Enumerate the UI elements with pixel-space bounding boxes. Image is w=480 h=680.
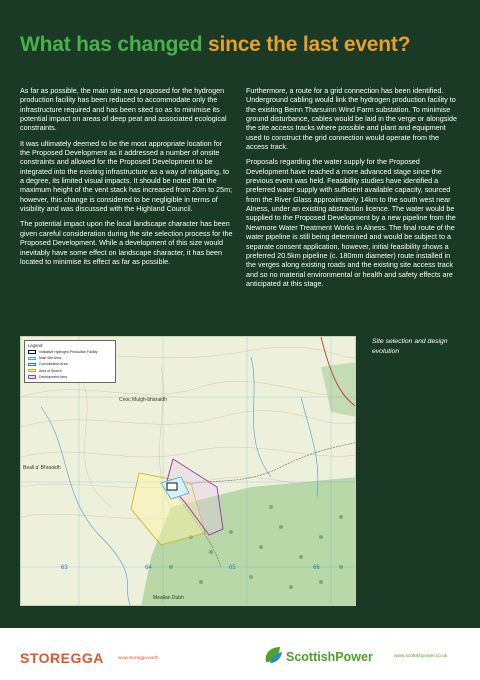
svg-text:66: 66: [313, 565, 320, 571]
legend-row: [28, 374, 112, 380]
footer: [0, 628, 480, 680]
page-title: [20, 33, 410, 57]
svg-text:63: 63: [61, 565, 68, 571]
legend-title: Legend:: [28, 343, 44, 348]
map-place-label: Meallan Dubh: [153, 595, 184, 601]
legend-swatch: [28, 350, 36, 353]
legend-label: Area of Search: [39, 368, 62, 373]
scottishpower-logo: ScottishPower: [286, 650, 373, 664]
map-place-label: Beall a' Bhraoidh: [23, 465, 61, 471]
svg-text:64: 64: [145, 565, 152, 571]
map-place-label: Cnoc Muigh-bhàraidh: [119, 397, 167, 403]
right-paragraph-1: Furthermore, a route for a grid connection has been identified. Underground cabling would link the hydrogen production facility to the existing Beinn Tharsuinn Wind Farm substation. To minimise ground disturbance, cables would be laid in the verge or alongside the site access tracks where possible and plant and equipment used to construct the grid connection would operate from the access track.: [246, 86, 457, 152]
site-map: [20, 336, 356, 606]
left-paragraph-1: As far as possible, the main site area proposed for the hydrogen production facility has been reduced to accommodate only the infrastructure required and has been sited so as to minimise its potential impact on areas of deep peat and associated ecological constraints.: [20, 86, 227, 133]
left-paragraph-3: The potential impact upon the local landscape character has been given careful consideration during the site selection process for the Proposed Development. While a development of this size would inevitably have some effect on landscape character, it has been located to minimise its effect as far as possible.: [20, 219, 233, 266]
left-paragraph-2: It was ultimately deemed to be the most appropriate location for the Proposed Development as it addressed a number of onsite constraints and allowed for the Proposed Development to be integrated into the existing infrastructure as a way of mitigating, to a degree, its limited visual impacts. It should be noted that the maximum height of the vent stack has increased from 20m to 25m; however, this change is considered to be negligible in terms of visibility and was discussed with the Highland Council.: [20, 138, 233, 214]
legend-swatch: [28, 375, 36, 378]
title-part-green: What has changed: [20, 33, 203, 56]
right-paragraph-2: Proposals regarding the water supply for the Proposed Development have reached a more advanced stage since the previous event was held. Feasibility studies have identified a preferred water supply with sufficient available capacity, sourced from the River Glass approximately 14km to the south west near Alness, under an existing abstraction licence. The water would be supplied to the Proposed Development by a new pipeline from the Newmore Water Treatment Works in Alness. The final route of the water pipeline is still being determined and would be subject to a separate consent application, however, initial feasibility shows a preferred 20.5km pipeline (c. 180mm diameter) route installed in the verges along existing roads and the existing site access track and so no material environmental or health and safety effects are anticipated at this stage.: [246, 157, 456, 288]
storegga-url[interactable]: www.storegga.earth: [118, 655, 159, 660]
scottishpower-leaf-icon: [262, 644, 284, 666]
legend-label: Main Site Area: [39, 356, 62, 361]
title-part-orange: since the last event?: [202, 33, 411, 56]
legend-label: Consolidation Area: [39, 362, 68, 367]
svg-text:65: 65: [229, 565, 236, 571]
scottishpower-url[interactable]: www.scottishpower.co.uk: [394, 654, 448, 659]
left-text-column: [20, 86, 234, 272]
legend-swatch: [28, 369, 36, 372]
legend-label: Development Area: [39, 374, 67, 379]
map-legend: [24, 340, 116, 383]
storegga-logo: STOREGGA: [20, 650, 104, 666]
legend-swatch: [28, 363, 36, 366]
legend-swatch: [28, 357, 36, 360]
right-text-column: [246, 86, 460, 294]
legend-label: Indicative Hydrogen Production Facility: [39, 350, 98, 355]
map-caption: Site selection and design evolution: [372, 338, 448, 355]
